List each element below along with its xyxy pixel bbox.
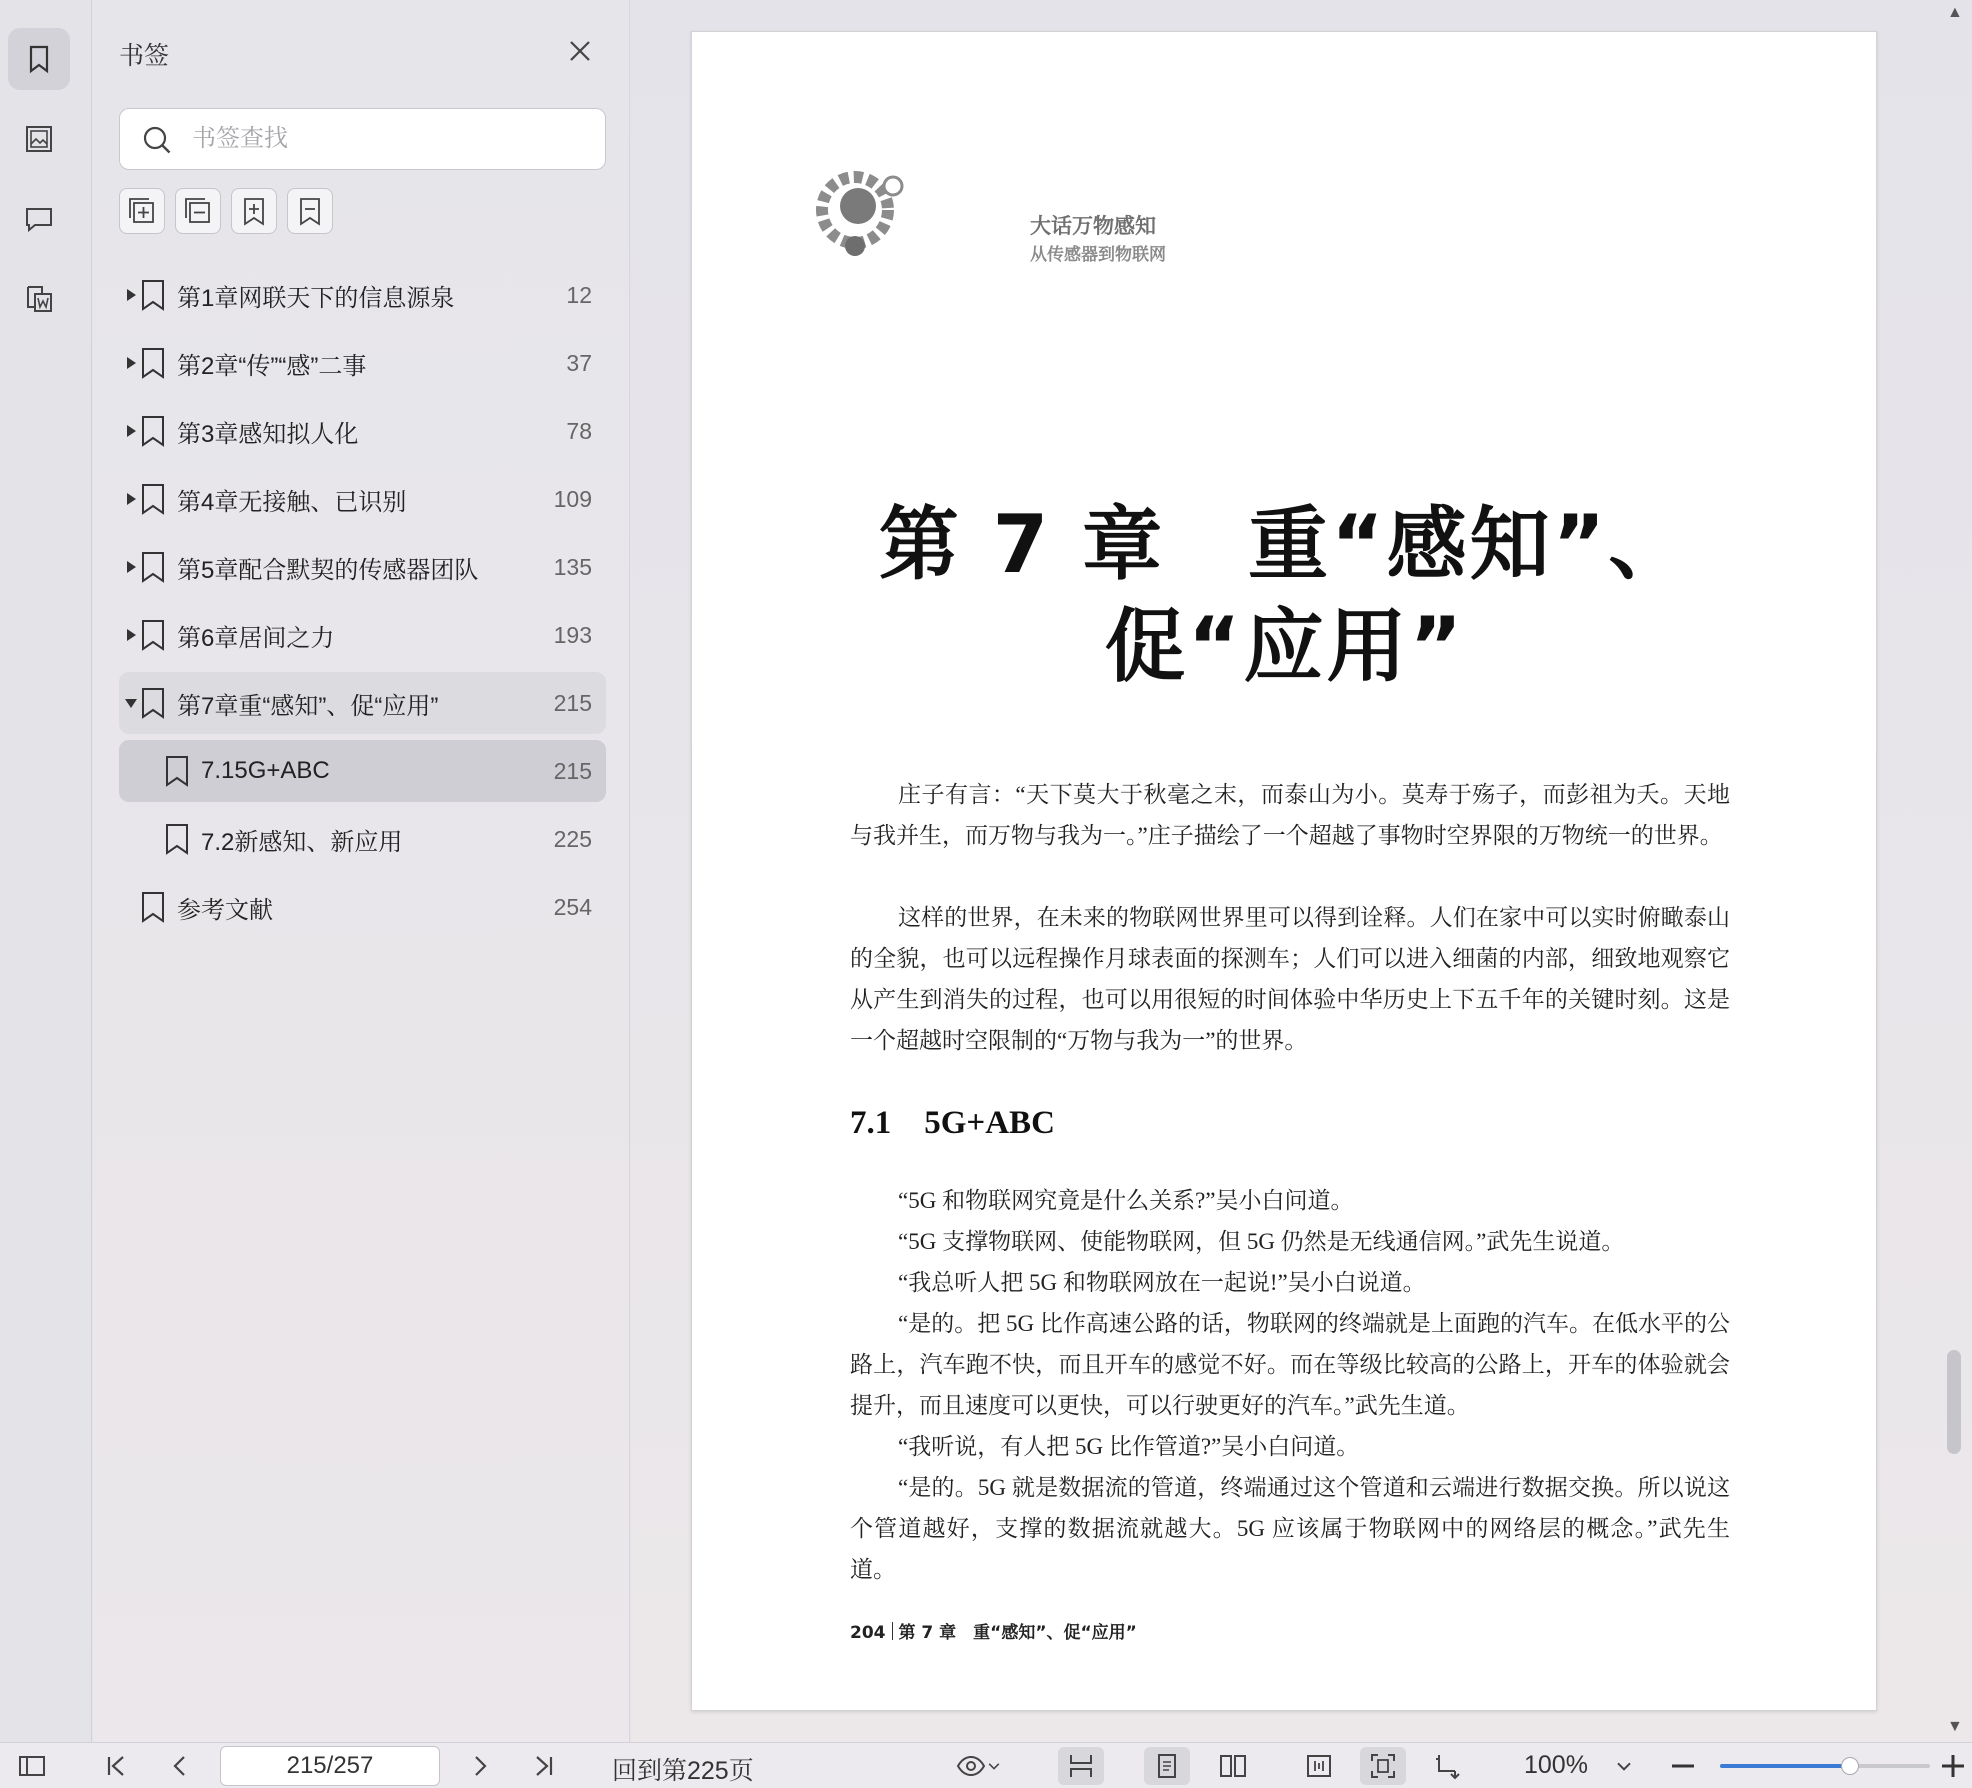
- pdf-page: [691, 31, 1877, 1711]
- left-icon-rail: [0, 0, 92, 1742]
- gear-logo-icon: [810, 158, 910, 258]
- fit-width-button[interactable]: [1296, 1747, 1342, 1785]
- bookmark-icon: [163, 754, 191, 788]
- collapse-all-icon: [181, 194, 215, 228]
- comment-icon: [22, 202, 56, 236]
- close-icon[interactable]: [565, 36, 595, 66]
- bookmark-label: 第2章“传”“感”二事: [177, 352, 367, 380]
- rotate-icon: [1432, 1751, 1462, 1781]
- bookmark-icon: [139, 482, 167, 516]
- bookmark-label: 第4章无接触、已识别: [177, 488, 407, 516]
- page-footer: [850, 1618, 1137, 1643]
- image-icon: [22, 122, 56, 156]
- bookmark-item[interactable]: [119, 672, 606, 734]
- bookmark-page: 109: [553, 485, 592, 512]
- zoom-slider-knob[interactable]: [1841, 1757, 1859, 1775]
- sidebar-toggle-icon: [17, 1751, 47, 1781]
- bookmark-label: 第1章网联天下的信息源泉: [177, 284, 455, 312]
- bookmark-page: 225: [553, 825, 592, 852]
- fit-page-button[interactable]: [1360, 1747, 1406, 1785]
- bookmark-icon: [139, 618, 167, 652]
- bookmark-page: 193: [553, 621, 592, 648]
- single-page-icon: [1152, 1751, 1182, 1781]
- scroll-down-arrow[interactable]: ▼: [1947, 1718, 1963, 1735]
- dialog-paragraph-4: “是的。把 5G 比作高速公路的话，物联网的终端就是上面跑的汽车。在低水平的公路上，汽车跑不快，而且开车的感觉不好。而在等级比较高的公路上，开车的体验就会提升，而且速度可以更快，可以行驶更好的汽车。”武先生道。: [850, 1311, 1730, 1418]
- bookmark-label: 第7章重“感知”、促“应用”: [177, 692, 439, 720]
- single-page-button[interactable]: [1144, 1747, 1190, 1785]
- bookmark-page: 12: [566, 281, 592, 308]
- chevron-down-icon: [986, 1758, 1002, 1774]
- fit-width-icon: [1304, 1751, 1334, 1781]
- caret-right-icon[interactable]: [123, 627, 139, 643]
- bookmark-label: 第3章感知拟人化: [177, 420, 359, 448]
- bookmark-icon: [139, 278, 167, 312]
- bookmark-label: 第5章配合默契的传感器团队: [177, 556, 479, 584]
- zoom-dropdown-chevron-icon[interactable]: [1614, 1756, 1634, 1776]
- bookmark-page: 215: [553, 757, 592, 784]
- fit-page-icon: [1368, 1751, 1398, 1781]
- zoom-slider-fill: [1720, 1764, 1850, 1768]
- last-page-button[interactable]: [524, 1747, 564, 1785]
- bookmark-item[interactable]: [119, 536, 606, 598]
- bookmark-page: 37: [566, 349, 592, 376]
- dialog-paragraph-2: “5G 支撑物联网、使能物联网，但 5G 仍然是无线通信网。”武先生说道。: [898, 1229, 1625, 1254]
- bookmark-icon: [139, 890, 167, 924]
- remove-bookmark-button[interactable]: [287, 188, 333, 234]
- view-mode-dropdown[interactable]: [946, 1747, 1012, 1785]
- bookmark-item[interactable]: [119, 332, 606, 394]
- chapter-title-line1: 第 7 章 重“感知”、: [878, 498, 1692, 591]
- bottom-toolbar: [0, 1742, 1972, 1788]
- add-bookmark-icon: [237, 194, 271, 228]
- bookmark-item[interactable]: [119, 604, 606, 666]
- bookmark-icon: [139, 414, 167, 448]
- go-to-page-link[interactable]: 回到第225页: [612, 1757, 754, 1785]
- chapter-title-line2: 促“应用”: [1104, 600, 1466, 693]
- rotate-page-button[interactable]: [1424, 1747, 1470, 1785]
- toggle-sidebar-button[interactable]: [12, 1747, 52, 1785]
- caret-right-icon[interactable]: [123, 355, 139, 371]
- chevron-left-icon: [165, 1751, 195, 1781]
- continuous-scroll-button[interactable]: [1058, 1747, 1104, 1785]
- previous-page-button[interactable]: [160, 1747, 200, 1785]
- dialog-paragraph-3: “我总听人把 5G 和物联网放在一起说!”吴小白说道。: [898, 1270, 1426, 1295]
- book-logo: [810, 158, 1166, 264]
- last-page-icon: [529, 1751, 559, 1781]
- bookmark-page: 254: [553, 893, 592, 920]
- word-document-icon: [22, 282, 56, 316]
- bookmark-panel-button[interactable]: [8, 28, 70, 90]
- plus-icon: [1938, 1751, 1968, 1781]
- footer-chapter: 第 7 章 重“感知”、促“应用”: [898, 1623, 1137, 1643]
- dialog-paragraph-1: “5G 和物联网究竟是什么关系?”吴小白问道。: [898, 1188, 1354, 1213]
- add-bookmark-button[interactable]: [231, 188, 277, 234]
- double-page-button[interactable]: [1210, 1747, 1256, 1785]
- document-view[interactable]: [631, 0, 1972, 1742]
- footer-page-number: 204: [850, 1623, 886, 1643]
- page-number-input[interactable]: [220, 1746, 440, 1786]
- zoom-slider[interactable]: [1720, 1764, 1930, 1768]
- sidebar-title: 书签: [119, 42, 170, 70]
- scroll-up-arrow[interactable]: ▲: [1947, 4, 1963, 21]
- zoom-level[interactable]: 100%: [1524, 1751, 1588, 1779]
- bookmark-item[interactable]: [119, 264, 606, 326]
- word-convert-button[interactable]: [8, 268, 70, 330]
- bookmark-search-box[interactable]: [119, 108, 606, 170]
- bookmark-icon: [163, 822, 191, 856]
- expand-all-button[interactable]: [119, 188, 165, 234]
- first-page-icon: [101, 1751, 131, 1781]
- bookmark-search-input[interactable]: [192, 119, 592, 159]
- expand-all-icon: [125, 194, 159, 228]
- bookmark-label: 7.15G+ABC: [201, 757, 330, 784]
- bookmark-icon: [139, 550, 167, 584]
- bookmark-item[interactable]: [119, 400, 606, 462]
- bookmark-label: 第6章居间之力: [177, 624, 335, 652]
- section-heading: 7.1 5G+ABC: [850, 1105, 1055, 1141]
- bookmark-label: 7.2新感知、新应用: [201, 828, 403, 856]
- bookmark-item[interactable]: [119, 808, 606, 870]
- continuous-scroll-icon: [1066, 1751, 1096, 1781]
- intro-paragraph-1: 庄子有言：“天下莫大于秋毫之末，而泰山为小。莫寿于殇子，而彭祖为夭。天地与我并生，而万物与我为一。”庄子描绘了一个超越了事物时空界限的万物统一的世界。: [850, 782, 1730, 848]
- bookmark-list: [119, 264, 606, 944]
- vertical-scrollbar[interactable]: [1947, 1350, 1961, 1454]
- caret-right-icon[interactable]: [123, 559, 139, 575]
- caret-right-icon[interactable]: [123, 423, 139, 439]
- bookmark-item[interactable]: [119, 468, 606, 530]
- bookmark-label: 参考文献: [177, 896, 273, 924]
- logo-title: 大话万物感知: [1030, 215, 1156, 238]
- zoom-out-button[interactable]: [1666, 1747, 1700, 1785]
- comment-panel-button[interactable]: [8, 188, 70, 250]
- collapse-all-button[interactable]: [175, 188, 221, 234]
- bookmark-icon: [139, 686, 167, 720]
- eye-icon: [956, 1751, 986, 1781]
- search-icon: [140, 123, 174, 157]
- next-page-button[interactable]: [460, 1747, 500, 1785]
- bookmark-page: 215: [553, 689, 592, 716]
- bookmark-item[interactable]: [119, 876, 606, 938]
- caret-right-icon[interactable]: [123, 287, 139, 303]
- bookmark-item[interactable]: [119, 740, 606, 802]
- dialog-paragraph-6: “是的。5G 就是数据流的管道，终端通过这个管道和云端进行数据交换。所以说这个管道越好，支撑的数据流就越大。5G 应该属于物联网中的网络层的概念。”武先生道。: [850, 1475, 1730, 1582]
- chevron-right-icon: [465, 1751, 495, 1781]
- caret-down-icon[interactable]: [123, 695, 139, 711]
- first-page-button[interactable]: [96, 1747, 136, 1785]
- bookmark-icon: [22, 42, 56, 76]
- bookmark-icon: [139, 346, 167, 380]
- dialog-paragraph-5: “我听说，有人把 5G 比作管道?”吴小白问道。: [898, 1434, 1360, 1459]
- bookmark-page: 135: [553, 553, 592, 580]
- bookmark-page: 78: [566, 417, 592, 444]
- double-page-icon: [1218, 1751, 1248, 1781]
- logo-subtitle: 从传感器到物联网: [1030, 245, 1166, 264]
- caret-right-icon[interactable]: [123, 491, 139, 507]
- bookmark-sidebar: [93, 0, 630, 1742]
- bookmark-tools: [119, 188, 333, 234]
- thumbnail-panel-button[interactable]: [8, 108, 70, 170]
- intro-paragraph-2: 这样的世界，在未来的物联网世界里可以得到诠释。人们在家中可以实时俯瞰泰山的全貌，也可以远程操作月球表面的探测车；人们可以进入细菌的内部，细致地观察它从产生到消失的过程，也可以用很短的时间体验中华历史上下五千年的关键时刻。这是一个超越时空限制的“万物与我为一”的世界。: [850, 905, 1730, 1053]
- zoom-in-button[interactable]: [1936, 1747, 1970, 1785]
- remove-bookmark-icon: [293, 194, 327, 228]
- minus-icon: [1668, 1751, 1698, 1781]
